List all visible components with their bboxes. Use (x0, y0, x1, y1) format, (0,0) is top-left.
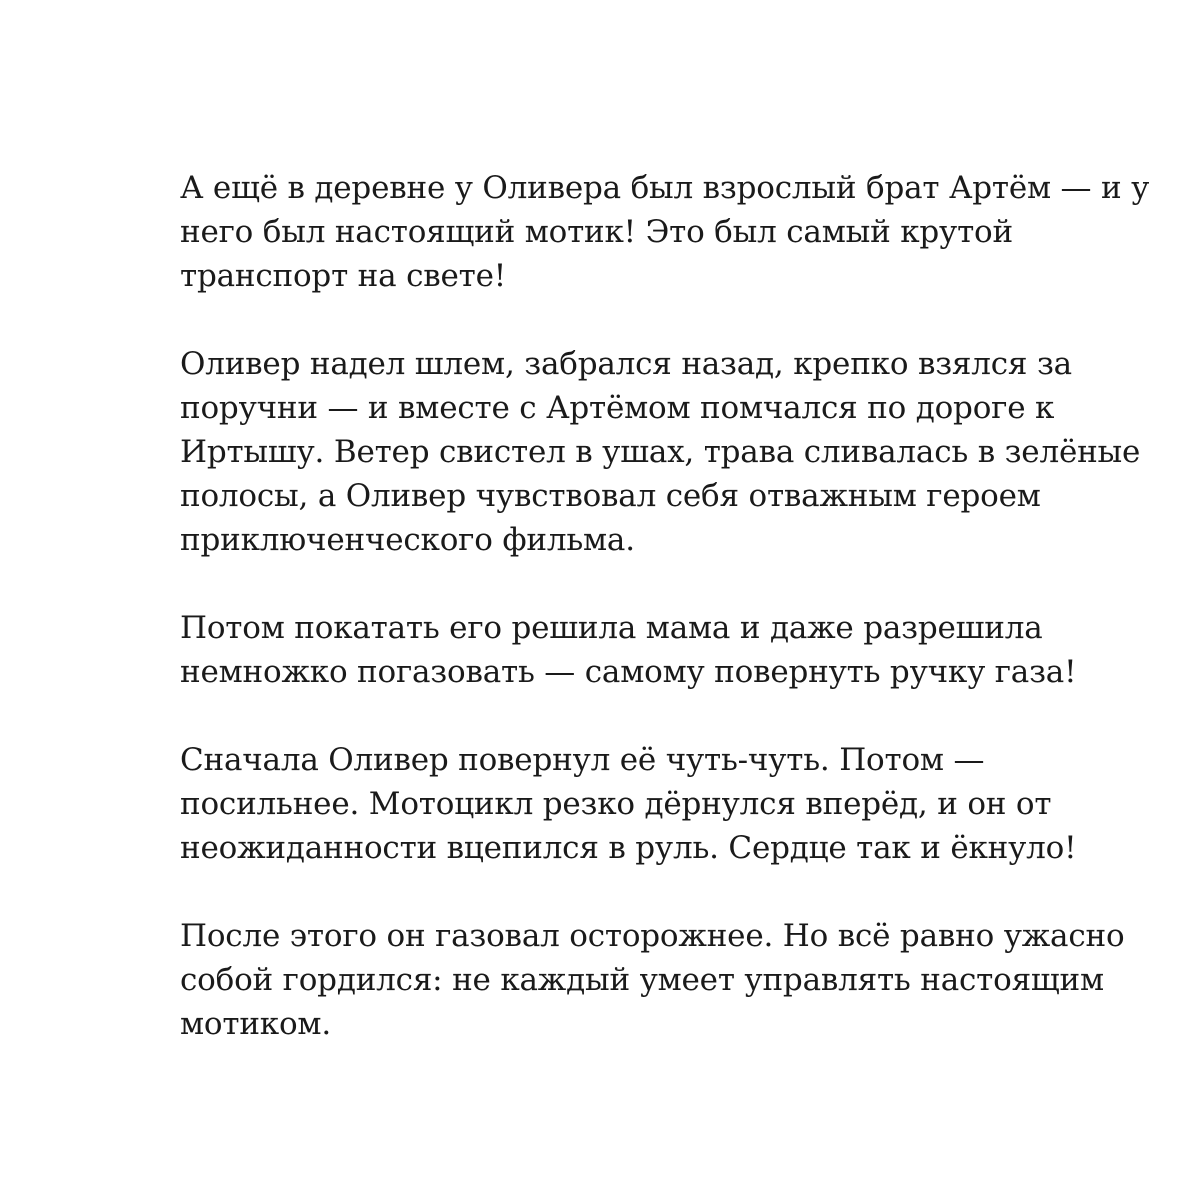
text-line: поручни — и вместе с Артёмом помчался по дороге к (180, 390, 1055, 426)
text-line: него был настоящий мотик! Это был самый крутой (180, 214, 1013, 250)
text-line: посильнее. Мотоцикл резко дёрнулся вперёд, и он от (180, 786, 1052, 822)
text-line: полосы, а Оливер чувствовал себя отважным героем (180, 478, 1041, 514)
text-line: приключенческого фильма. (180, 522, 635, 558)
story-text (180, 166, 1150, 1090)
paragraph-1 (180, 166, 1150, 298)
text-line: А ещё в деревне у Оливера был взрослый брат Артём — и у (180, 170, 1150, 206)
text-line: мотиком. (180, 1006, 331, 1042)
paragraph-4 (180, 738, 1080, 870)
paragraph-5 (180, 914, 1125, 1046)
paragraph-2 (180, 342, 1141, 562)
text-line: неожиданности вцепился в руль. Сердце так и ёкнуло! (180, 830, 1077, 866)
text-line: Иртышу. Ветер свистел в ушах, трава сливалась в зелёные (180, 434, 1141, 470)
text-line: собой гордился: не каждый умеет управлять настоящим (180, 962, 1104, 998)
paragraph-3 (180, 606, 1080, 694)
text-line: транспорт на свете! (180, 258, 506, 294)
text-line: Потом покатать его решила мама и даже разрешила (180, 610, 1043, 646)
text-line: Сначала Оливер повернул её чуть-чуть. Потом — (180, 742, 985, 778)
text-line: немножко погазовать — самому повернуть ручку газа! (180, 654, 1077, 690)
text-line: Оливер надел шлем, забрался назад, крепко взялся за (180, 346, 1072, 382)
text-line: После этого он газовал осторожнее. Но всё равно ужасно (180, 918, 1125, 954)
